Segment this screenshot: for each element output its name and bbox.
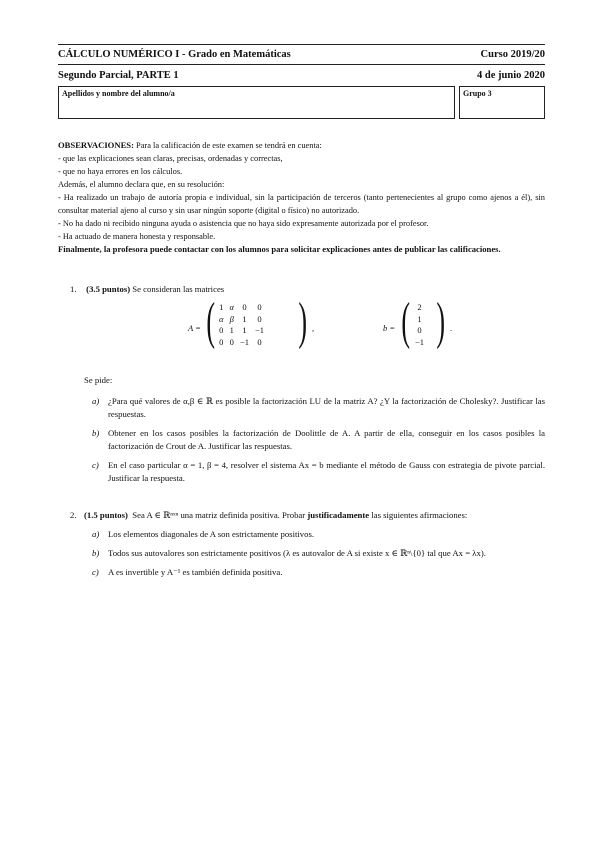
matrix-cell: 1 [242, 313, 247, 324]
course-year: Curso 2019/20 [480, 49, 545, 60]
problem-2 [70, 509, 545, 579]
observations-line1: - que las explicaciones sean claras, precisas, ordenadas y correctas, [58, 154, 283, 163]
vector-cell: 1 [417, 313, 422, 324]
matrix-a-row [216, 302, 267, 314]
vector-b [412, 302, 427, 348]
matrix-cell: β [229, 313, 234, 324]
item-label: a) [92, 396, 100, 406]
problem-1-number: 1. [70, 284, 77, 294]
observations-line2: - que no haya errores en los cálculos. [58, 167, 183, 176]
matrix-a-comma: , [312, 323, 315, 333]
problem-2-intro-block [70, 509, 545, 522]
matrix-cell: −1 [239, 336, 249, 347]
observations-line6: - Ha actuado de manera honesta y responsable. [58, 232, 216, 241]
matrix-a-label: A = [188, 323, 201, 333]
item-text: Los elementos diagonales de A son estrictamente positivos. [108, 529, 315, 539]
matrix-a-row [216, 325, 267, 337]
matrix-cell: 0 [229, 336, 234, 347]
vector-cell: −1 [415, 336, 425, 347]
vector-cell: 0 [417, 325, 422, 335]
observations-line5: - No ha dado ni recibido ninguna ayuda o asistencia que no haya sido expresamente autorizada por el profesor. [58, 219, 429, 228]
item-label: b) [92, 548, 100, 558]
matrix-cell: 0 [257, 302, 262, 312]
item-label: a) [92, 529, 100, 539]
matrix-cell: 0 [219, 336, 224, 347]
problem-2-intro-b: las siguientes afirmaciones: [371, 510, 468, 520]
header-row-1 [58, 45, 545, 65]
problem-2-intro-a: Sea A ∈ ℝⁿˣⁿ una matriz definida positiva. Probar [132, 510, 306, 520]
problem-1 [70, 283, 545, 485]
item-text: ¿Para qué valores de α,β ∈ ℝ es posible la factorización LU de la matriz A? ¿Y la factorización de Cholesky?. Justificar las respuestas. [108, 396, 545, 419]
matrix-cell: 0 [257, 336, 262, 347]
problem-1-intro: Se consideran las matrices [132, 284, 225, 294]
matrix-a-row [216, 337, 267, 349]
problem-1-points: (3.5 puntos) [86, 284, 131, 294]
group-box[interactable] [459, 86, 545, 119]
item-text: A es invertible y A⁻¹ es también definida positiva. [108, 567, 283, 577]
course-title: CÁLCULO NUMÉRICO I - Grado en Matemáticas [58, 49, 291, 60]
matrix-a-right-paren: ) [298, 293, 307, 350]
vector-b-left-paren: ( [401, 293, 410, 350]
item-label: c) [92, 567, 99, 577]
problem-1-item-c [90, 459, 545, 485]
problem-2-intro-bold: justificadamente [307, 510, 370, 520]
vector-b-label: b = [383, 323, 396, 333]
item-text: En el caso particular α = 1, β = 4, resolver el sistema Ax = b mediante el método de Gauss con estrategia de pivote parcial. Justificar la respuesta. [108, 460, 545, 483]
vector-b-period: . [450, 323, 453, 333]
item-label: c) [92, 460, 99, 470]
exam-page [58, 44, 545, 585]
problem-2-item-a [90, 528, 545, 541]
vector-cell: 2 [417, 302, 422, 312]
problem-1-items [90, 395, 545, 485]
observations-line4: - Ha realizado un trabajo de autoría propia e individual, sin la participación de terceros (tanto pertenecientes al grupo como ajenos a él), sin consultar material ajeno al curso y sin usar ningún soporte (digital o físico) no autorizado. [58, 193, 545, 215]
vector-b-right-paren: ) [436, 293, 445, 350]
matrix-a-left-paren: ( [206, 293, 215, 350]
matrix-cell: 1 [242, 325, 247, 335]
problem-2-number: 2. [70, 510, 77, 520]
problem-2-points: (1.5 puntos) [84, 510, 128, 520]
observations-final: Finalmente, la profesora puede contactar con los alumnos para solicitar explicaciones antes de publicar las calificaciones. [58, 244, 501, 254]
exam-date: 4 de junio 2020 [477, 70, 545, 81]
problem-1-item-a [90, 395, 545, 421]
matrix-cell: α [219, 313, 224, 324]
student-info-boxes [58, 86, 545, 119]
exam-title: Segundo Parcial, PARTE 1 [58, 70, 179, 81]
matrix-cell: α [229, 302, 234, 312]
observations [58, 139, 545, 256]
problem-2-item-b [90, 547, 545, 560]
observations-intro: Para la calificación de este examen se tendrá en cuenta: [136, 141, 322, 150]
item-text: Obtener en los casos posibles la factorización de Doolittle de A. A partir de ella, conseguir en los casos posibles la factorización de Crout de A. Justificar las respuestas. [108, 428, 545, 451]
problem-2-items [90, 528, 545, 579]
matrix-cell: 0 [257, 313, 262, 324]
matrices-display [70, 293, 545, 362]
name-box[interactable] [58, 86, 455, 119]
observations-line3: Además, el alumno declara que, en su resolución: [58, 180, 225, 189]
matrix-cell: −1 [254, 325, 265, 335]
item-label: b) [92, 428, 100, 438]
matrix-a [216, 302, 267, 348]
problem-2-item-c [90, 566, 545, 579]
item-text: Todos sus autovalores son estrictamente positivos (λ es autovalor de A si existe x ∈ ℝⁿ\{0} tal que Ax = λx). [108, 548, 486, 558]
matrix-cell: 0 [242, 302, 247, 312]
problem-1-item-b [90, 427, 545, 453]
matrix-cell: 1 [219, 302, 224, 312]
observations-heading: OBSERVACIONES: [58, 140, 134, 150]
header-row-2 [58, 65, 545, 84]
problem-1-ask: Se pide: [84, 375, 113, 385]
matrix-cell: 0 [219, 325, 224, 335]
matrix-a-row [216, 314, 267, 326]
group-box-label: Grupo 3 [463, 89, 492, 98]
matrix-cell: 1 [229, 325, 234, 335]
name-box-label: Apellidos y nombre del alumno/a [62, 89, 175, 98]
